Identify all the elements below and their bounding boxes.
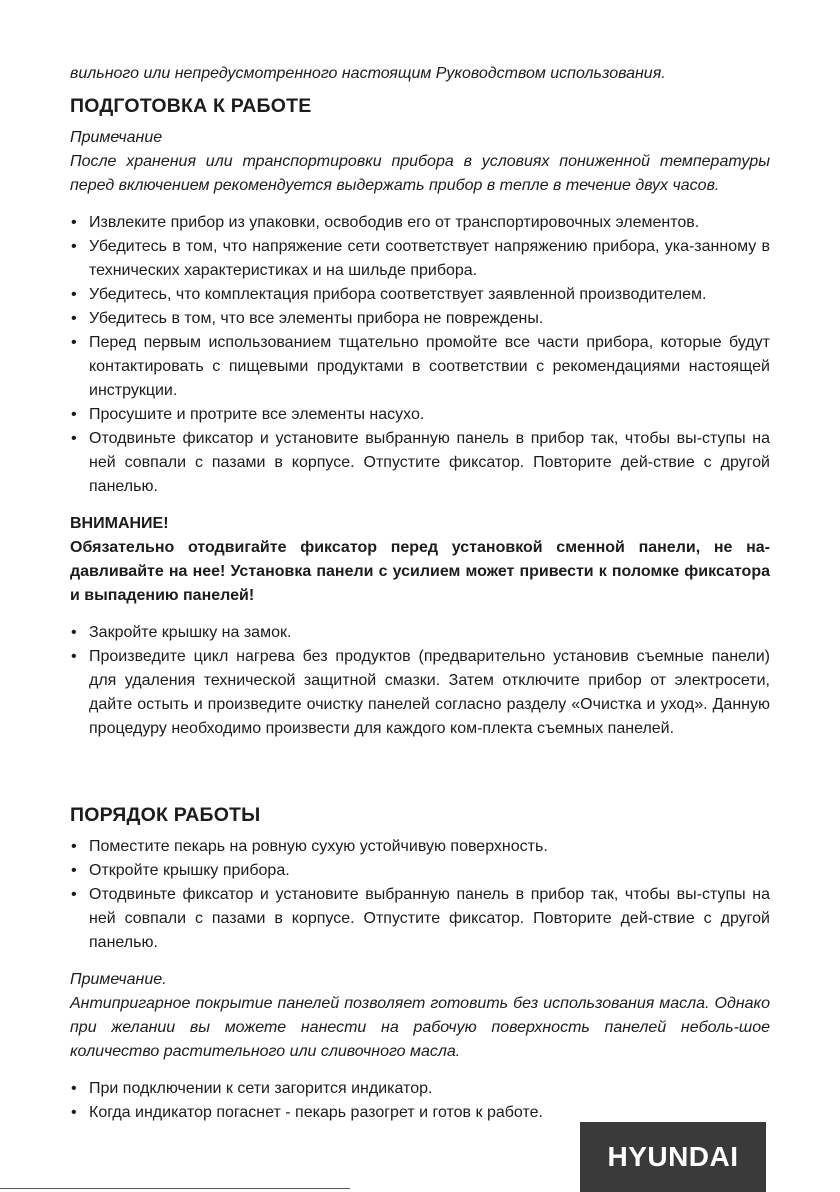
list-item: • Перед первым использованием тщательно промойте все части прибора, которые будут контактировать с пищевыми продуктами в соответствии с рекомендациями настоящей инструкции.	[70, 331, 770, 403]
list-item: • Убедитесь, что комплектация прибора соответствует заявленной производителем.	[70, 283, 770, 307]
intro-line: вильного или непредусмотренного настоящим Руководством использования.	[70, 65, 666, 82]
note-label: Примечание	[70, 129, 163, 146]
section-title-operation: ПОРЯДОК РАБОТЫ	[70, 804, 261, 826]
brand-logo: HYUNDAI	[580, 1122, 766, 1192]
list-item: • Закройте крышку на замок.	[70, 621, 770, 645]
list-item: • Убедитесь в том, что все элементы прибора не повреждены.	[70, 307, 770, 331]
list-item: • Просушите и протрите все элементы насухо.	[70, 403, 770, 427]
footer-divider	[0, 1188, 350, 1189]
note-text: После хранения или транспортировки прибора в условиях пониженной температуры перед включением рекомендуется выдержать прибор в тепле в течение двух часов.	[70, 153, 770, 194]
list-item: • Когда индикатор погаснет - пекарь разогрет и готов к работе.	[70, 1101, 770, 1125]
warning-text: Обязательно отодвигайте фиксатор перед установкой сменной панели, не на-давливайте на нее! Установка панели с усилием может привести к поломке фиксатора и выпадению панелей!	[70, 539, 770, 604]
list-item: • Поместите пекарь на ровную сухую устойчивую поверхность.	[70, 835, 770, 859]
list-item: • Откройте крышку прибора.	[70, 859, 770, 883]
list-item: • Произведите цикл нагрева без продуктов (предварительно установив съемные панели) для удаления технической защитной смазки. Затем отключите прибор от электросети, дайте остыть и произведите очистку панелей согласно разделу «Очистка и уход». Данную процедуру необходимо произвести для каждого ком-плекта съемных панелей.	[70, 645, 770, 741]
page-content	[70, 62, 770, 1125]
bullet-list-preparation-2	[70, 621, 770, 741]
list-item: • Убедитесь в том, что напряжение сети соответствует напряжению прибора, ука-занному в технических характеристиках и на шильде прибора.	[70, 235, 770, 283]
bullet-list-operation-2	[70, 1077, 770, 1125]
note-text: Антипригарное покрытие панелей позволяет готовить без использования масла. Однако при желании вы можете нанести на рабочую поверхность панелей неболь-шое количество растительного или сливочного масла.	[70, 995, 770, 1060]
list-item: • При подключении к сети загорится индикатор.	[70, 1077, 770, 1101]
list-item: • Отодвиньте фиксатор и установите выбранную панель в прибор так, чтобы вы-ступы на ней совпали с пазами в корпусе. Отпустите фиксатор. Повторите дей-ствие с другой панелью.	[70, 427, 770, 499]
warning-label: ВНИМАНИЕ!	[70, 515, 169, 532]
bullet-list-preparation	[70, 211, 770, 499]
list-item: • Извлеките прибор из упаковки, освободив его от транспортировочных элементов.	[70, 211, 770, 235]
section-title-preparation: ПОДГОТОВКА К РАБОТЕ	[70, 95, 312, 117]
list-item: • Отодвиньте фиксатор и установите выбранную панель в прибор так, чтобы вы-ступы на ней совпали с пазами в корпусе. Отпустите фиксатор. Повторите дей-ствие с другой панелью.	[70, 883, 770, 955]
note-label: Примечание.	[70, 971, 167, 988]
bullet-list-operation	[70, 835, 770, 955]
